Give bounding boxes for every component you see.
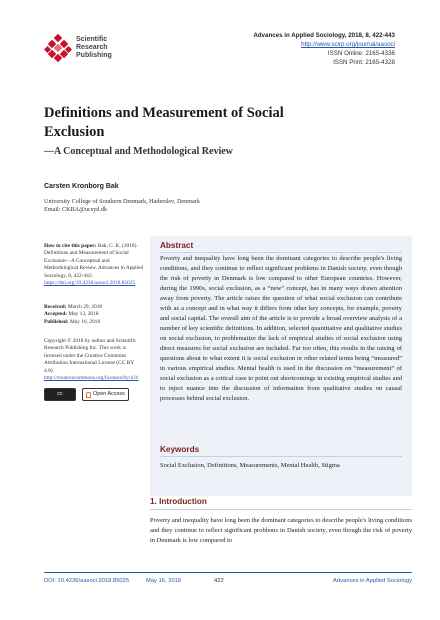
introduction-heading: 1. Introduction xyxy=(150,497,207,506)
footer-journal: Advances in Applied Sociology xyxy=(333,578,412,584)
issn-print: ISSN Print: 2165-4328 xyxy=(333,59,395,66)
abstract-rule xyxy=(160,252,402,253)
citation-block: How to cite this paper: Bak, C. K. (2018). Definitions and Measurement of Social Exclusion—A Conceptual and Methodological Review. Advances in Applied Sociology, 8, 422-443. https://doi.org/10.4236/aasoci.2018.85025 xyxy=(44,243,144,287)
scirp-logo-icon xyxy=(44,34,72,62)
footer-date: May 16, 2018 xyxy=(146,578,182,584)
abstract-body: Poverty and inequality have long been the dominant categories to describe people's living conditions, and they continue to reflect significant problems in Danish society, even though the risk of poverty in Denmark is low compared to other European countries. However, during the 1990s, social exclusion, as a “new” concept, has in many ways drawn attention away from poverty. The article raises the question of what social exclusion can contribute with as a concept and in what way it differs from other key concepts, for example, poverty and social capital. The overall aim of the article is to provide a broad overview analysis of a number of key scientific definitions. In addition, selected quantitative and qualitative studies on social exclusion, to problematize the lack of empirical studies of social exclusion using direct measures for social exclusion are included. Far too often, this results in the raising of questions about to what extent it is social exclusion or other related terms being “measured” in various empirical studies. Mental health is used in the discussion on “measurement” of social exclusion as a critical case to point out shortcomings in existing empirical studies and to inject nuance into the discussion of information from qualitative studies on causal processes behind social exclusion. xyxy=(160,255,402,402)
citation-doi-link[interactable]: https://doi.org/10.4236/aasoci.2018.85025 xyxy=(44,280,136,287)
license-link[interactable]: http://creativecommons.org/licenses/by/4.0/ xyxy=(44,375,139,382)
author-affiliation: University College of Southern Denmark, Haderslev, Denmark Email: CKBA@ucsyd.dk xyxy=(44,198,200,214)
published-date: May 16, 2018 xyxy=(69,318,101,325)
accepted-date: May 13, 2018 xyxy=(68,311,99,318)
keywords-list: Social Exclusion, Definitions, Measurements, Mental Health, Stigma xyxy=(160,462,340,469)
journal-name: Advances in Applied Sociology, 2018, 8, 422-443 xyxy=(253,32,395,39)
copyright-block: Copyright © 2018 by author and Scientific Research Publishing Inc. This work is licensed under the Creative Commons Attribution International License (CC BY 4.0). http://creativecommons.org/licenses/by/4.0/ xyxy=(44,338,144,382)
cc-by-badge[interactable]: cc xyxy=(44,388,76,401)
open-lock-icon xyxy=(86,392,91,398)
license-badges xyxy=(44,388,129,400)
dates-block: Received: March 29, 2018 Accepted: May 13, 2018 Published: May 16, 2018 xyxy=(44,304,103,325)
publisher-logo xyxy=(44,32,114,66)
open-access-badge[interactable]: Open Access xyxy=(82,388,129,401)
keywords-rule xyxy=(160,456,402,457)
footer-rule xyxy=(44,572,412,573)
article-title: Definitions and Measurement of Social Exclusion xyxy=(44,105,284,140)
author-email: Email: CKBA@ucsyd.dk xyxy=(44,206,108,214)
received-date: March 29, 2018 xyxy=(67,304,103,310)
article-subtitle: —A Conceptual and Methodological Review xyxy=(44,146,233,157)
issn-online: ISSN Online: 2165-4336 xyxy=(327,50,395,57)
keywords-heading: Keywords xyxy=(160,445,200,454)
abstract-heading: Abstract xyxy=(160,241,194,250)
abstract-section xyxy=(150,236,412,496)
introduction-rule xyxy=(150,509,412,510)
publisher-name: Scientific Research Publishing xyxy=(76,36,112,59)
journal-url-link[interactable]: http://www.scirp.org/journal/aasoci xyxy=(301,41,395,48)
introduction-body: Poverty and inequality have long been the dominant categories to describe people's living conditions and they continue to reflect significant problems in Danish society, even though the risk of poverty in Denmark is low compared to xyxy=(150,517,412,544)
footer-doi[interactable]: DOI: 10.4236/aasoci.2018.85025 xyxy=(44,578,130,584)
journal-info xyxy=(253,31,395,67)
author-name: Carsten Kronborg Bak xyxy=(44,183,119,190)
page-number: 422 xyxy=(214,578,224,584)
